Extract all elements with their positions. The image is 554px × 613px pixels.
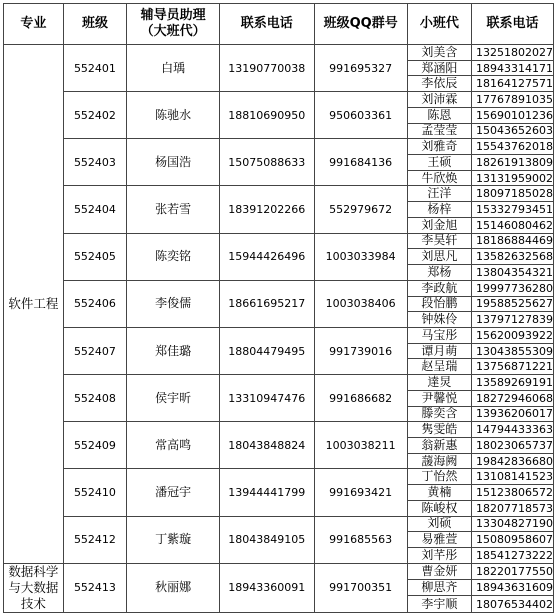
counselor-phone-cell: 18043848824 [220,422,314,469]
leader-phone-cell: 18261913809 [471,155,553,171]
counselor-phone-cell: 18661695217 [220,280,314,327]
leader-name-cell: 翁新惠 [407,437,471,453]
leader-phone-cell: 18164127571 [471,76,553,92]
leader-name-cell: 刘硕 [407,516,471,532]
qq-group-cell: 991695327 [314,45,407,92]
counselor-cell: 李俊儒 [127,280,220,327]
leader-phone-cell: 18272946068 [471,390,553,406]
counselor-phone-cell: 18391202266 [220,186,314,233]
counselor-cell: 常高鸣 [127,422,220,469]
counselor-phone-cell: 13190770038 [220,45,314,92]
leader-phone-cell: 13582632568 [471,249,553,265]
counselor-phone-cell: 15075088633 [220,139,314,186]
leader-name-cell: 刘沛霖 [407,92,471,108]
leader-name-cell: 刘金旭 [407,217,471,233]
qq-group-cell: 1003033984 [314,233,407,280]
leader-phone-cell: 15690101236 [471,107,553,123]
qq-group-cell: 991685563 [314,516,407,563]
counselor-cell: 陈驰水 [127,92,220,139]
header-row [4,4,554,45]
table-body [4,45,554,613]
leader-name-cell: 钟姝伶 [407,312,471,328]
qq-group-cell: 991693421 [314,469,407,516]
table-row [4,469,554,485]
leader-phone-cell: 18023065737 [471,437,553,453]
header-class: 班级 [63,4,126,45]
leader-name-cell: 孟莹莹 [407,123,471,139]
table-row [4,422,554,438]
leader-name-cell: 刘雅奇 [407,139,471,155]
class-id-cell: 552403 [63,139,126,186]
counselor-cell: 丁紫璇 [127,516,220,563]
class-id-cell: 552413 [63,563,126,612]
table-row [4,327,554,343]
contact-table [3,3,554,613]
leader-name-cell: 刘美含 [407,45,471,61]
qq-group-cell: 552979672 [314,186,407,233]
leader-phone-cell: 15332793451 [471,202,553,218]
table-row [4,516,554,532]
leader-name-cell: 牛欣焕 [407,170,471,186]
counselor-phone-cell: 15944426496 [220,233,314,280]
contact-sheet [3,3,554,613]
header-counselor [127,4,220,45]
header-counselor-line1: 辅导员助理 [140,8,206,23]
leader-name-cell: 達炅 [407,375,471,391]
qq-group-cell: 1003038406 [314,280,407,327]
header-leader-phone: 联系电话 [471,4,553,45]
table-row [4,45,554,61]
leader-name-cell: 郑涵阳 [407,60,471,76]
leader-name-cell: 刘芊彤 [407,548,471,564]
leader-phone-cell: 13304827190 [471,516,553,532]
qq-group-cell: 991739016 [314,327,407,374]
leader-name-cell: 曹金妍 [407,563,471,579]
leader-name-cell: 丁怡然 [407,469,471,485]
leader-name-cell: 郑杨 [407,265,471,281]
counselor-cell: 郑佳璐 [127,327,220,374]
leader-phone-cell: 18943314171 [471,60,553,76]
class-id-cell: 552401 [63,45,126,92]
leader-phone-cell: 15080958607 [471,532,553,548]
leader-phone-cell: 15543762018 [471,139,553,155]
leader-name-cell: 马宝彤 [407,327,471,343]
leader-phone-cell: 15123806572 [471,485,553,501]
table-row [4,92,554,108]
leader-phone-cell: 19997736280 [471,280,553,296]
counselor-cell: 侯宇昕 [127,375,220,422]
leader-phone-cell: 15146080462 [471,217,553,233]
counselor-cell: 杨国浩 [127,139,220,186]
leader-phone-cell: 13108141523 [471,469,553,485]
class-id-cell: 552405 [63,233,126,280]
leader-phone-cell: 13756871221 [471,359,553,375]
leader-phone-cell: 13936206017 [471,406,553,422]
counselor-phone-cell: 18810690950 [220,92,314,139]
leader-name-cell: 隽雯皓 [407,422,471,438]
counselor-cell: 张若雪 [127,186,220,233]
leader-name-cell: 汪洋 [407,186,471,202]
leader-name-cell: 谭月萌 [407,343,471,359]
table-row [4,375,554,391]
table-row [4,139,554,155]
counselor-phone-cell: 18804479495 [220,327,314,374]
counselor-phone-cell: 18043849105 [220,516,314,563]
leader-name-cell: 刘思凡 [407,249,471,265]
class-id-cell: 552408 [63,375,126,422]
class-id-cell: 552402 [63,92,126,139]
counselor-cell: 潘冠宇 [127,469,220,516]
leader-phone-cell: 18186884469 [471,233,553,249]
leader-name-cell: 段怡鹏 [407,296,471,312]
leader-name-cell: 蘐海阙 [407,453,471,469]
leader-phone-cell: 18943631609 [471,580,553,596]
class-id-cell: 552407 [63,327,126,374]
major-cell: 数据科学与大数据技术 [4,563,64,612]
qq-group-cell: 950603361 [314,92,407,139]
leader-name-cell: 李依辰 [407,76,471,92]
leader-phone-cell: 15620093922 [471,327,553,343]
counselor-phone-cell: 13310947476 [220,375,314,422]
class-id-cell: 552412 [63,516,126,563]
leader-name-cell: 尹馨悦 [407,390,471,406]
leader-name-cell: 赵呈瑞 [407,359,471,375]
leader-name-cell: 李宇顺 [407,596,471,612]
counselor-phone-cell: 18943360091 [220,563,314,612]
header-leader: 小班代 [407,4,471,45]
counselor-cell: 陈奕铭 [127,233,220,280]
header-counselor-line2: （大班代） [140,24,206,39]
leader-name-cell: 滕奕含 [407,406,471,422]
leader-name-cell: 易雅萱 [407,532,471,548]
leader-phone-cell: 15043652603 [471,123,553,139]
qq-group-cell: 991700351 [314,563,407,612]
qq-group-cell: 991684136 [314,139,407,186]
leader-name-cell: 杨梓 [407,202,471,218]
leader-phone-cell: 18076534402 [471,596,553,612]
leader-phone-cell: 18541273222 [471,548,553,564]
leader-name-cell: 柳思齐 [407,580,471,596]
table-row [4,280,554,296]
leader-phone-cell: 13797127839 [471,312,553,328]
leader-phone-cell: 14794433363 [471,422,553,438]
leader-phone-cell: 19588525627 [471,296,553,312]
header-major: 专业 [4,4,64,45]
table-row [4,563,554,579]
class-id-cell: 552409 [63,422,126,469]
leader-name-cell: 陈峻权 [407,500,471,516]
counselor-phone-cell: 13944441799 [220,469,314,516]
table-row [4,233,554,249]
leader-phone-cell: 17767891035 [471,92,553,108]
leader-name-cell: 陈恩 [407,107,471,123]
counselor-cell: 白瑀 [127,45,220,92]
leader-name-cell: 李政航 [407,280,471,296]
leader-phone-cell: 19842836680 [471,453,553,469]
leader-phone-cell: 13131959002 [471,170,553,186]
table-row [4,186,554,202]
leader-phone-cell: 13043855309 [471,343,553,359]
major-cell: 软件工程 [4,45,64,564]
header-counselor-phone: 联系电话 [220,4,314,45]
class-id-cell: 552404 [63,186,126,233]
leader-phone-cell: 13589269191 [471,375,553,391]
class-id-cell: 552410 [63,469,126,516]
qq-group-cell: 991686682 [314,375,407,422]
class-id-cell: 552406 [63,280,126,327]
qq-group-cell: 1003038211 [314,422,407,469]
leader-name-cell: 王硕 [407,155,471,171]
counselor-cell: 秋丽娜 [127,563,220,612]
leader-phone-cell: 13251802027 [471,45,553,61]
header-qq-group: 班级QQ群号 [314,4,407,45]
leader-phone-cell: 18207718573 [471,500,553,516]
leader-phone-cell: 18220177550 [471,563,553,579]
leader-phone-cell: 13804354321 [471,265,553,281]
leader-name-cell: 黄楠 [407,485,471,501]
leader-phone-cell: 18097185028 [471,186,553,202]
leader-name-cell: 李昊轩 [407,233,471,249]
